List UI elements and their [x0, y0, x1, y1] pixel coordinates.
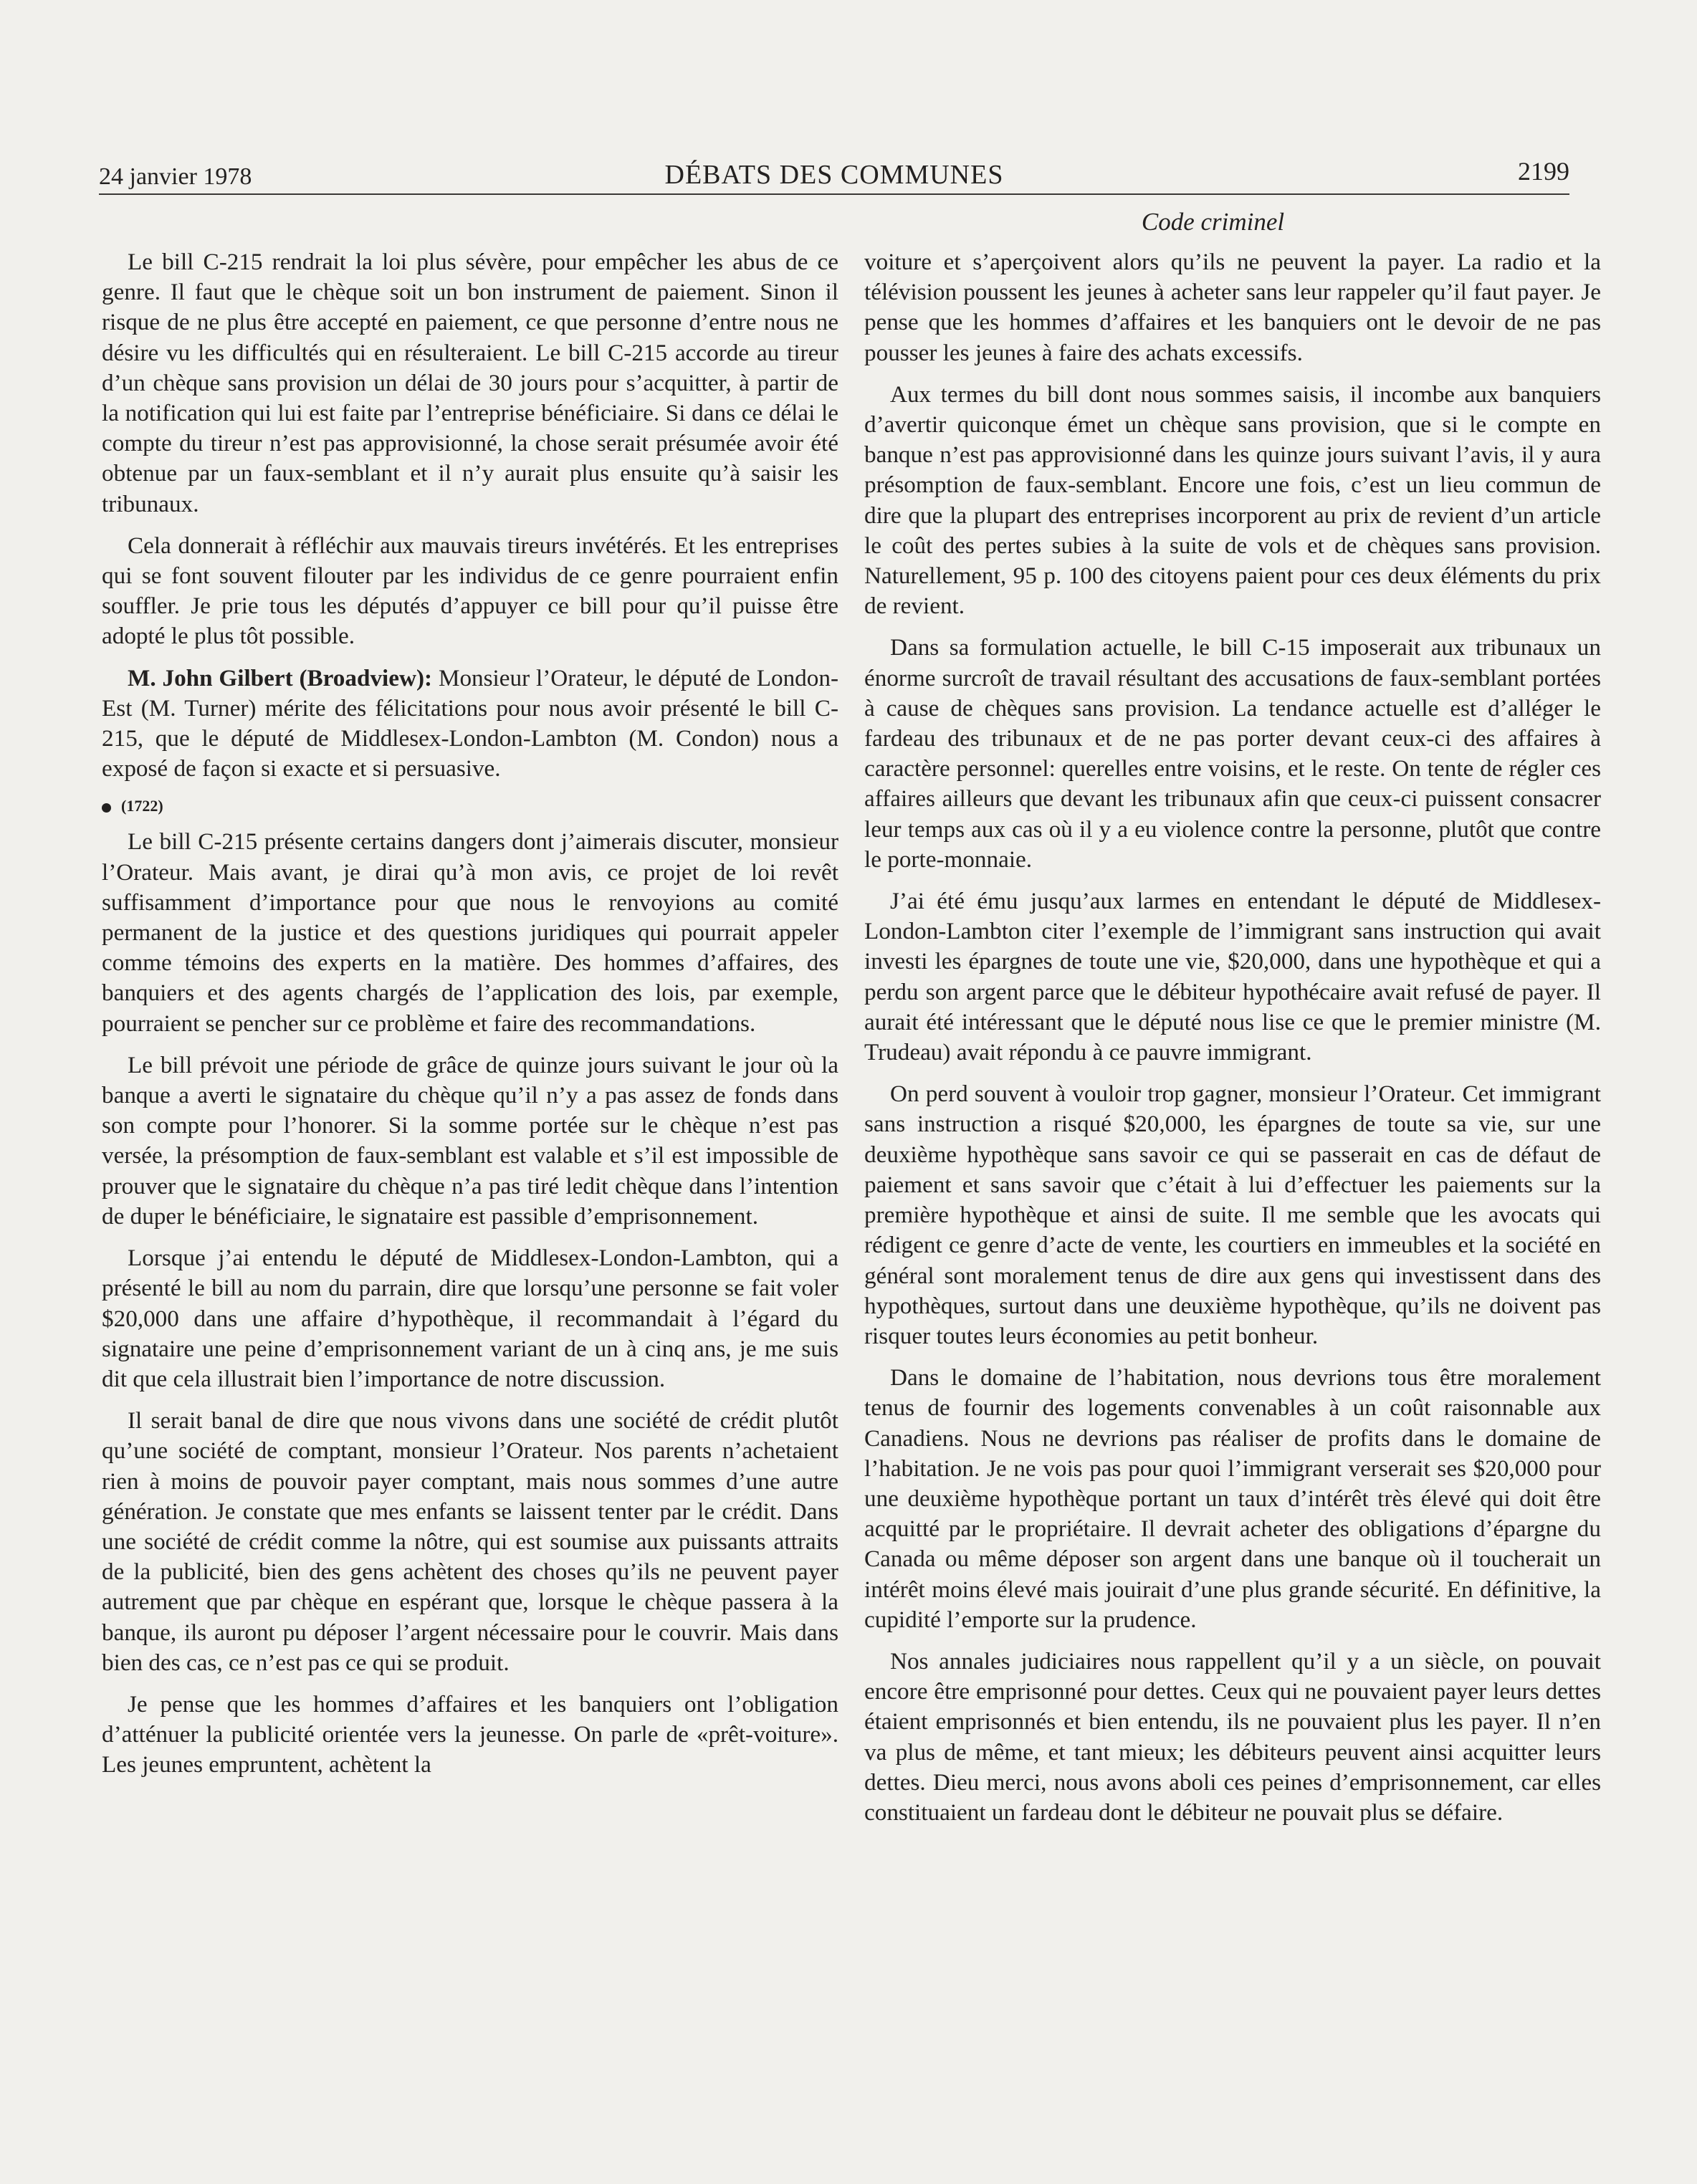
section-title: Code criminel	[1141, 208, 1285, 236]
paragraph: Le bill C-215 rendrait la loi plus sévère, pour empêcher les abus de ce genre. Il faut que le chèque soit un bon instrument de paiement. Sinon il risque de ne plus être accepté en paiement, ce que personne d’entre nous ne désire vu les difficultés qui en résulteraient. Le bill C-215 accorde au tireur d’un chèque sans provision un délai de 30 jours pour s’acquitter, à partir de la notification qui lui est faite par l’entreprise bénéficiaire. Si dans ce délai le compte du tireur n’est pas approvisionné, la chose serait présumée avoir été obtenue par un faux-semblant et il n’y aurait plus ensuite qu’à saisir les tribunaux.	[102, 249, 838, 517]
speaker-name: M. John Gilbert (Broadview):	[128, 664, 433, 691]
page-header	[99, 156, 1569, 195]
paragraph: Dans le domaine de l’habitation, nous devrions tous être moralement tenus de fournir des logements convenables à un coût raisonnable aux Canadiens. Nous ne devrions pas réaliser de profits dans le domaine de l’habitation. Je ne vois pas pour quoi l’immigrant verserait ses $20,000 pour une deuxième hypothèque portant un taux d’intérêt très élevé qui doit être acquitté par le propriétaire. Il devrait acheter des obligations d’épargne du Canada ou même déposer son argent dans une banque où il toucherait un intérêt moins élevé mais jouirait d’une plus grande sécurité. En définitive, la cupidité l’emporte sur la prudence.	[864, 1364, 1601, 1633]
paragraph: Cela donnerait à réfléchir aux mauvais tireurs invétérés. Et les entreprises qui se font souvent filouter par les individus de ce genre pourraient enfin souffler. Je prie tous les députés d’appuyer ce bill pour qu’il puisse être adopté le plus tôt possible.	[102, 532, 838, 650]
paragraph: Aux termes du bill dont nous sommes saisis, il incombe aux banquiers d’avertir quiconque émet un chèque sans provision, que si le compte en banque n’est pas approvisionné dans les quinze jours suivant l’avis, il y aura présomption de faux-semblant. Encore une fois, c’est un lieu commun de dire que la plupart des entreprises incorporent au prix de revient d’un article le coût des pertes subies à la suite de vols et de chèques sans provision. Naturellement, 95 p. 100 des citoyens paient pour ces deux éléments du prix de revient.	[864, 380, 1601, 620]
header-title: DÉBATS DES COMMUNES	[664, 160, 1004, 190]
page-number: 2199	[1518, 157, 1569, 186]
speaker-paragraph	[102, 664, 838, 785]
paragraph: Dans sa formulation actuelle, le bill C-15 imposerait aux tribunaux un énorme surcroît de travail résultant des accusations de faux-semblant portées à cause de chèques sans provision. La tendance actuelle est d’alléger le fardeau des tribunaux et de ne pas porter devant ceux-ci des affaires à caractère personnel: querelles entre voisins, et le reste. On tente de régler ces affaires ailleurs que devant les tribunaux afin que ceux-ci puissent consacrer leur temps aux cas où il y a eu violence contre la personne, plutôt que contre le porte-monnaie.	[864, 634, 1601, 873]
paragraph: Nos annales judiciaires nous rappellent qu’il y a un siècle, on pouvait encore être emprisonné pour dettes. Ceux qui ne pouvaient payer leurs dettes étaient emprisonnés et bien entendu, ils ne pouvaient plus les payer. Il n’en va plus de même, et tant mieux; les débiteurs peuvent ainsi acquitter leurs dettes. Dieu merci, nous avons aboli ces peines d’emprisonnement, car elles constituaient un fardeau dont le débiteur ne pouvait plus se défaire.	[864, 1647, 1601, 1826]
header-date: 24 janvier 1978	[99, 163, 252, 190]
paragraph: J’ai été ému jusqu’aux larmes en entendant le député de Middlesex-London-Lambton citer l’exemple de l’immigrant sans instruction qui avait investi les épargnes de toute une vie, $20,000, dans une hypothèque et qui a perdu son argent parce que le débiteur hypothécaire avait refusé de payer. Il aurait été intéressant que le député nous lise ce que le premier ministre (M. Trudeau) avait répondu à ce pauvre immigrant.	[864, 888, 1601, 1066]
speaker-text: Monsieur l’Orateur, le député de London-Est (M. Turner) mérite des félicitations pour nous avoir présenté le bill C-215, que le député de Middlesex-London-Lambton (M. Condon) nous a exposé de façon si exacte et si persuasive.	[102, 664, 839, 782]
paragraph: Le bill prévoit une période de grâce de quinze jours suivant le jour où la banque a averti le signataire du chèque qu’il n’y a pas assez de fonds dans son compte pour l’honorer. Si la somme portée sur le chèque n’est pas versée, la présomption de faux-semblant est valable et s’il est impossible de prouver que le signataire du chèque n’a pas tiré ledit chèque dans l’intention de duper le bénéficiaire, le signataire est passible d’emprisonnement.	[102, 1051, 838, 1230]
paragraph: Le bill C-215 présente certains dangers dont j’aimerais discuter, monsieur l’Orateur. Mais avant, je dirai qu’à mon avis, ce projet de loi revêt suffisamment d’importance pour que nous le renvoyions au comité permanent de la justice et des questions juridiques qui pourrait appeler comme témoins des experts en la matière. Des hommes d’affaires, des banquiers et des agents chargés de l’application des lois, par exemple, pourraient se pencher sur ce problème et faire des recommandations.	[102, 828, 838, 1037]
bullet-icon	[102, 803, 111, 813]
paragraph: On perd souvent à vouloir trop gagner, monsieur l’Orateur. Cet immigrant sans instruction a risqué $20,000, les épargnes de toute sa vie, sur une deuxième hypothèque sans savoir ce qui se passerait en cas de défaut de paiement et sans savoir que c’était à lui d’effectuer les paiements sur la première hypothèque et ainsi de suite. Il me semble que les avocats qui rédigent ce genre d’acte de vente, les courtiers en immeubles et la société en général sont moralement tenus de dire aux gens qui investissent dans des hypothèques, surtout dans une deuxième hypothèque, qu’ils ne doivent pas risquer toutes leurs économies au petit bonheur.	[864, 1081, 1601, 1349]
time-marker	[102, 795, 838, 817]
time-marker-text: (1722)	[121, 797, 163, 815]
right-column	[864, 247, 1601, 1839]
left-column	[102, 247, 838, 1792]
paragraph: Lorsque j’ai entendu le député de Middlesex-London-Lambton, qui a présenté le bill au nom du parrain, dire que lorsqu’une personne se fait voler $20,000 dans une affaire d’hypothèque, il recommandait à l’égard du signataire une peine d’emprisonnement variant de un à cinq ans, je me suis dit que cela illustrait bien l’importance de notre discussion.	[102, 1245, 838, 1392]
paragraph-continued: voiture et s’aperçoivent alors qu’ils ne peuvent la payer. La radio et la télévision poussent les jeunes à acheter sans leur rappeler qu’il faut payer. Je pense que les hommes d’affaires et les banquiers ont le devoir de ne pas pousser les jeunes à faire des achats excessifs.	[864, 249, 1601, 366]
paragraph: Il serait banal de dire que nous vivons dans une société de crédit plutôt qu’une société de comptant, monsieur l’Orateur. Nos parents n’achetaient rien à moins de pouvoir payer comptant, mais nous sommes d’une autre génération. Je constate que mes enfants se laissent tenter par le crédit. Dans une société de crédit comme la nôtre, qui est soumise aux puissants attraits de la publicité, bien des gens achètent des choses qu’ils ne peuvent payer autrement que par chèque en espérant que, lorsque le chèque passera à la banque, ils auront pu déposer l’argent nécessaire pour le couvrir. Mais dans bien des cas, ce n’est pas ce qui se produit.	[102, 1407, 838, 1676]
paragraph: Je pense que les hommes d’affaires et les banquiers ont l’obligation d’atténuer la publicité orientée vers la jeunesse. On parle de «prêt-voiture». Les jeunes empruntent, achètent la	[102, 1690, 838, 1778]
